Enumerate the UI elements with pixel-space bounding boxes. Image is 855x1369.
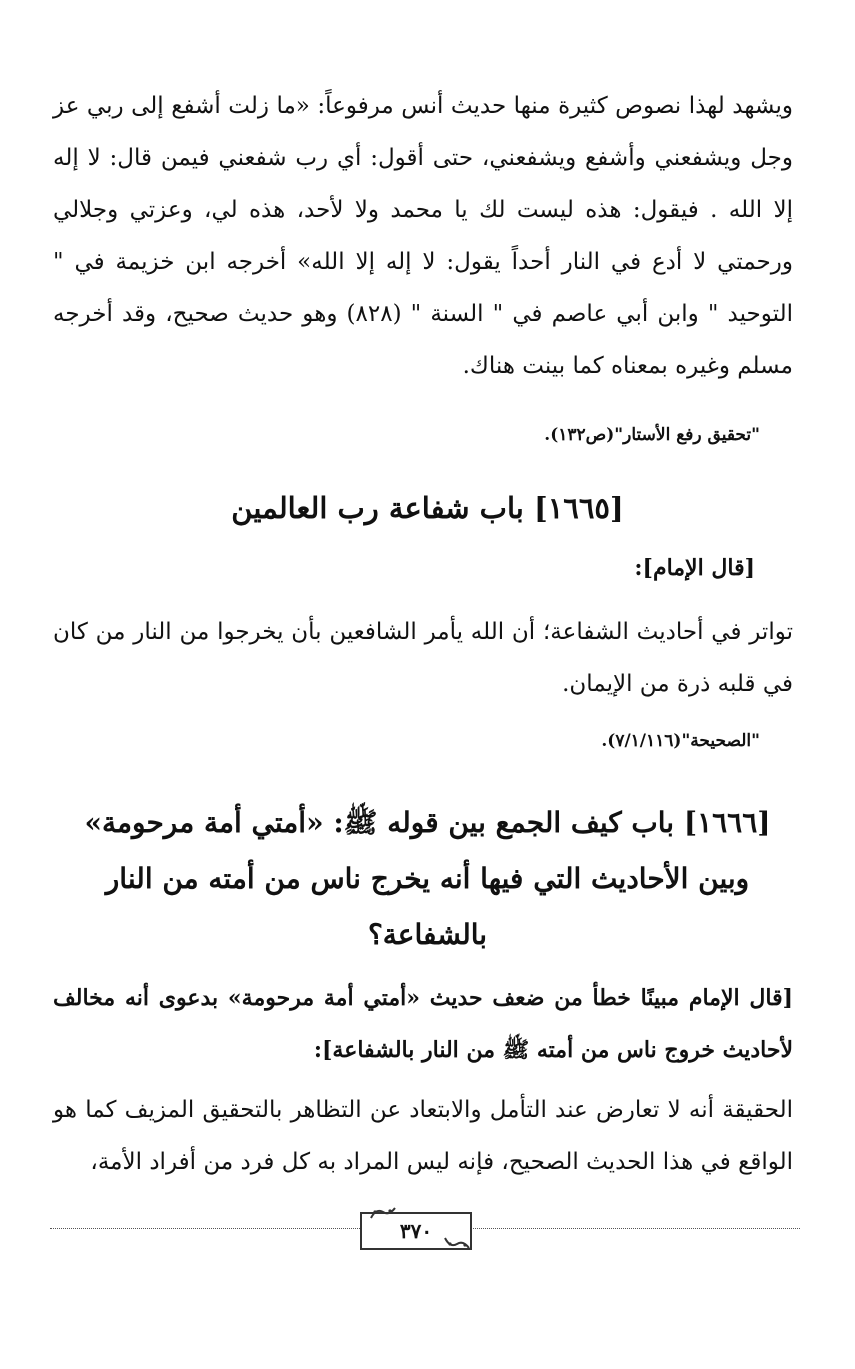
chapter-heading-1665: [١٦٦٥] باب شفاعة رب العالمين: [231, 491, 624, 525]
chapter-heading-1666-line3: بالشفاعة؟: [367, 918, 488, 951]
chapter-heading-1666-line2: وبين الأحاديث التي فيها أنه يخرج ناس من أمته من النار: [105, 862, 750, 895]
footer-divider-right: [470, 1228, 800, 1229]
page-number: ٣٧٠: [399, 1219, 433, 1243]
imam-label-2: [قال الإمام مبينًا خطأ من ضعف حديث «أمتي أمة مرحومة» بدعوى أنه مخالف لأحاديث خروج ناس من أمته ﷺ من النار بالشفاعة]:: [53, 985, 793, 1063]
chapter-heading-1666-line1: [١٦٦٦] باب كيف الجمع بين قوله ﷺ: «أمتي أمة مرحومة»: [84, 806, 771, 839]
reference-sahiha: "الصحيحة"(٧/١/١١٦).: [601, 731, 760, 751]
paragraph-anas-hadith: ويشهد لهذا نصوص كثيرة منها حديث أنس مرفوعاً: «ما زلت أشفع إلى ربي عز وجل ويشفعني وأشفع ويشفعني، حتى أقول: أي رب شفعني فيمن قال: لا إله إلا الله . فيقول: هذه ليست لك يا محمد ولا لأحد، هذه لي، وعزتي وجلالي ورحمتي لا أدع في النار أحداً يقول: لا إله إلا الله» أخرجه ابن خزيمة في " التوحيد " وابن أبي عاصم في " السنة " (٨٢٨) وهو حديث صحيح، وقد أخرجه مسلم وغيره بمعناه كما بينت هناك.: [53, 93, 793, 379]
reference-tahqiq: "تحقيق رفع الأستار"(ص١٣٢).: [544, 425, 760, 445]
ornament-icon: [370, 1206, 396, 1220]
imam-label-1: [قال الإمام]:: [634, 555, 755, 581]
paragraph-shafaa: تواتر في أحاديث الشفاعة؛ أن الله يأمر الشافعين بأن يخرجوا من النار من كان في قلبه ذرة من الإيمان.: [53, 619, 793, 697]
ornament-icon: [444, 1236, 470, 1250]
footer-divider-left: [50, 1228, 360, 1229]
paragraph-haqiqa: الحقيقة أنه لا تعارض عند التأمل والابتعاد عن التظاهر بالتحقيق المزيف كما هو الواقع في هذا الحديث الصحيح، فإنه ليس المراد به كل فرد من أفراد الأمة،: [53, 1097, 793, 1175]
